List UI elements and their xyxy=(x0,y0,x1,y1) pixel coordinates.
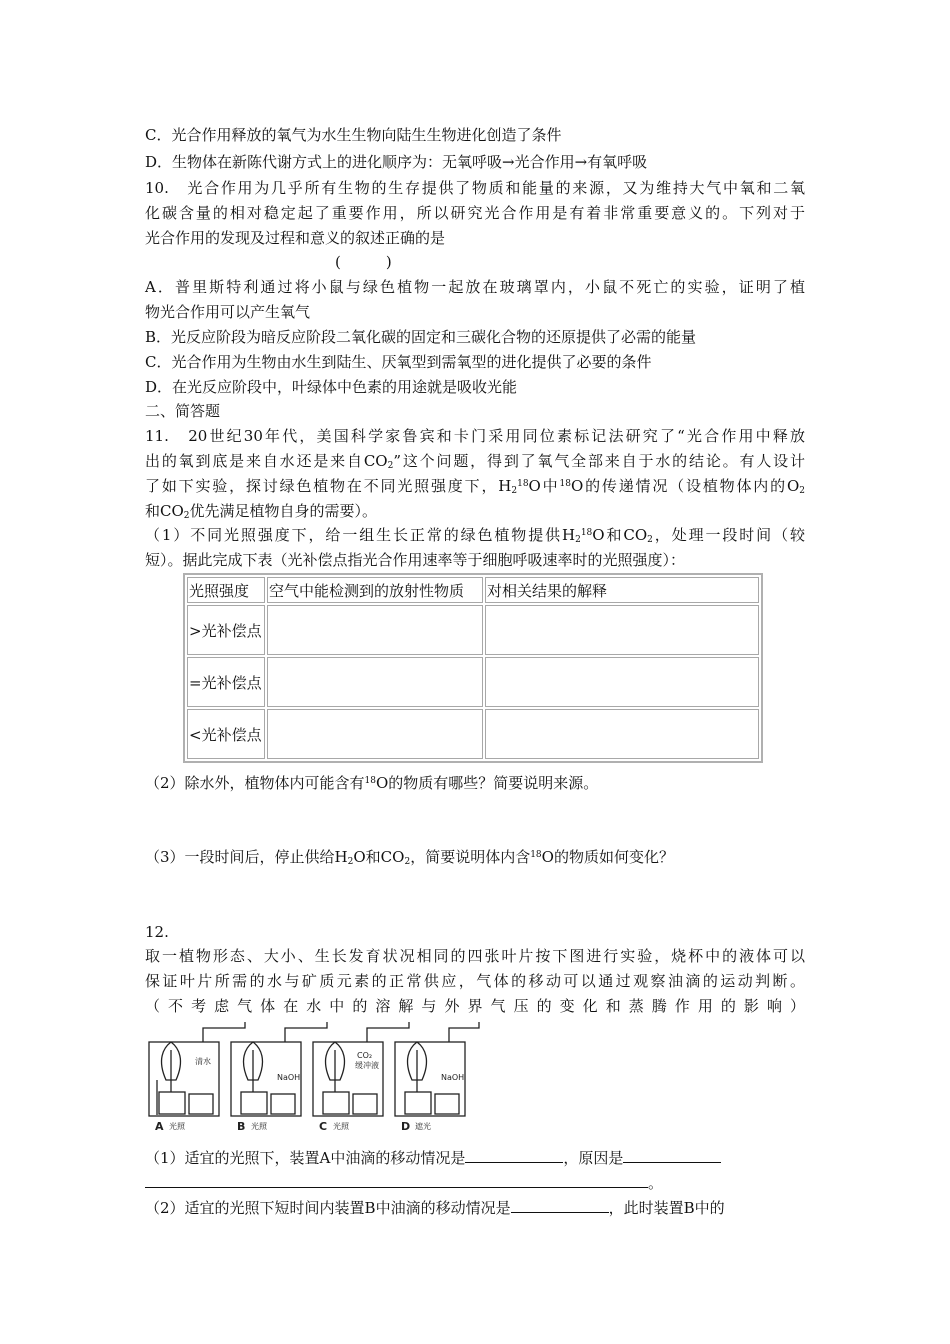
q12-part1-line2: 。 xyxy=(145,1171,663,1193)
row-label: <光补偿点 xyxy=(187,709,265,759)
q10-option-b: B．光反应阶段为暗反应阶段二氧化碳的固定和三碳化合物的还原提供了必需的能量 xyxy=(145,328,697,346)
row-label: >光补偿点 xyxy=(187,605,265,655)
q10-option-a-line1: A．普里斯特利通过将小鼠与绿色植物一起放在玻璃罩内，小鼠不死亡的实验，证明了植 xyxy=(145,278,805,296)
answer-cell[interactable] xyxy=(267,709,483,759)
condition-label-c: 光照 xyxy=(333,1122,349,1131)
q11-part1-line1: （1）不同光照强度下，给一组生长正常的绿色植物提供$H_2^{18}O$和$CO_2$，处理一段时间（较 xyxy=(145,526,805,545)
q10-option-d: D．在光反应阶段中，叶绿体中色素的用途就是吸收光能 xyxy=(145,378,518,396)
solution-label-b: NaOH xyxy=(277,1073,301,1082)
q12-part1-line1: （1）适宜的光照下，装置A中油滴的移动情况是 ，原因是 xyxy=(145,1146,721,1168)
q12-stem-line3: （不考虑气体在水中的溶解与外界气压的变化和蒸腾作用的影响） xyxy=(145,997,805,1015)
experiment-apparatus-figure xyxy=(145,1020,485,1135)
header-radioactive-substance: 空气中能检测到的放射性物质 xyxy=(267,577,483,603)
answer-blank[interactable] xyxy=(465,1146,563,1163)
q10-stem-line1: 10. 光合作用为几乎所有生物的生存提供了物质和能量的来源，又为维持大气中氧和二氧 xyxy=(145,179,805,197)
q11-stem-line2: 出的氧到底是来自水还是来自$CO_2$”这个问题，得到了氧气全部来自于水的结论。有人设计 xyxy=(145,452,806,471)
q12-stem-line2: 保证叶片所需的水与矿质元素的正常供应，气体的移动可以通过观察油滴的运动判断。 xyxy=(145,972,805,990)
answer-blank[interactable] xyxy=(511,1196,609,1213)
condition-label-a: 光照 xyxy=(169,1122,185,1131)
q11-stem-line1: 11. 20世纪30年代，美国科学家鲁宾和卡门采用同位素标记法研究了“光合作用中释放 xyxy=(145,427,805,445)
condition-label-d: 遮光 xyxy=(415,1122,431,1131)
q10-stem-line3: 光合作用的发现及过程和意义的叙述正确的是 xyxy=(145,229,446,247)
answer-cell[interactable] xyxy=(267,657,483,707)
table-row xyxy=(187,657,759,707)
q9-option-c: C．光合作用释放的氧气为水生生物向陆生生物进化创造了条件 xyxy=(145,126,562,144)
solution-label-a: 清水 xyxy=(195,1057,211,1066)
table-header-row xyxy=(187,577,759,603)
answer-cell[interactable] xyxy=(485,657,759,707)
apparatus-letter-b: B xyxy=(237,1120,246,1133)
q11-stem-line4: 和$CO_2$优先满足植物自身的需要）。 xyxy=(145,502,378,521)
answer-cell[interactable] xyxy=(485,709,759,759)
condition-label-b: 光照 xyxy=(251,1122,267,1131)
apparatus-letter-d: D xyxy=(401,1120,411,1133)
q12-number: 12. xyxy=(145,923,169,941)
q11-stem-line3: 了如下实验，探讨绿色植物在不同光照强度下，$H_2^{18}O$中$^{18}$O的传递情况（设植物体内的$O_2$ xyxy=(145,477,805,496)
solution-label-c2: 缓冲液 xyxy=(355,1061,379,1070)
answer-blank[interactable] xyxy=(623,1146,721,1163)
q9-option-d: D．生物体在新陈代谢方式上的进化顺序为：无氧呼吸→光合作用→有氧呼吸 xyxy=(145,153,648,171)
header-light-intensity: 光照强度 xyxy=(187,577,265,603)
solution-label-c1: CO₂ xyxy=(357,1051,373,1060)
table-row xyxy=(187,709,759,759)
apparatus-d xyxy=(395,1022,479,1116)
q12-stem-line1: 取一植物形态、大小、生长发育状况相同的四张叶片按下图进行实验，烧杯中的液体可以 xyxy=(145,947,805,965)
section-heading: 二、简答题 xyxy=(145,402,221,420)
q12-part2: （2）适宜的光照下短时间内装置B中油滴的移动情况是 ，此时装置B中的 xyxy=(145,1196,725,1218)
answer-cell[interactable] xyxy=(267,605,483,655)
answer-parentheses: ( ) xyxy=(335,253,392,271)
results-table xyxy=(183,573,763,763)
q10-stem-line2: 化碳含量的相对稳定起了重要作用，所以研究光合作用是有着非常重要意义的。下列对于 xyxy=(145,204,805,222)
q11-part2: （2）除水外，植物体内可能含有$^{18}$O的物质有哪些？简要说明来源。 xyxy=(145,774,599,792)
apparatus-letter-c: C xyxy=(319,1120,328,1133)
solution-label-d: NaOH xyxy=(441,1073,465,1082)
q10-option-a-line2: 物光合作用可以产生氧气 xyxy=(145,303,311,321)
header-explanation: 对相关结果的解释 xyxy=(485,577,759,603)
table-row xyxy=(187,605,759,655)
answer-blank[interactable] xyxy=(145,1171,648,1188)
apparatus-letter-a: A xyxy=(155,1120,164,1133)
answer-cell[interactable] xyxy=(485,605,759,655)
q11-part1-line2: 短）。据此完成下表（光补偿点指光合作用速率等于细胞呼吸速率时的光照强度）： xyxy=(145,551,686,569)
q11-part3: （3）一段时间后，停止供给$H_2O$和$CO_2$，简要说明体内含$^{18}$O的物质如何变化？ xyxy=(145,848,674,867)
q10-option-c: C．光合作用为生物由水生到陆生、厌氧型到需氧型的进化提供了必要的条件 xyxy=(145,353,652,371)
row-label: =光补偿点 xyxy=(187,657,265,707)
